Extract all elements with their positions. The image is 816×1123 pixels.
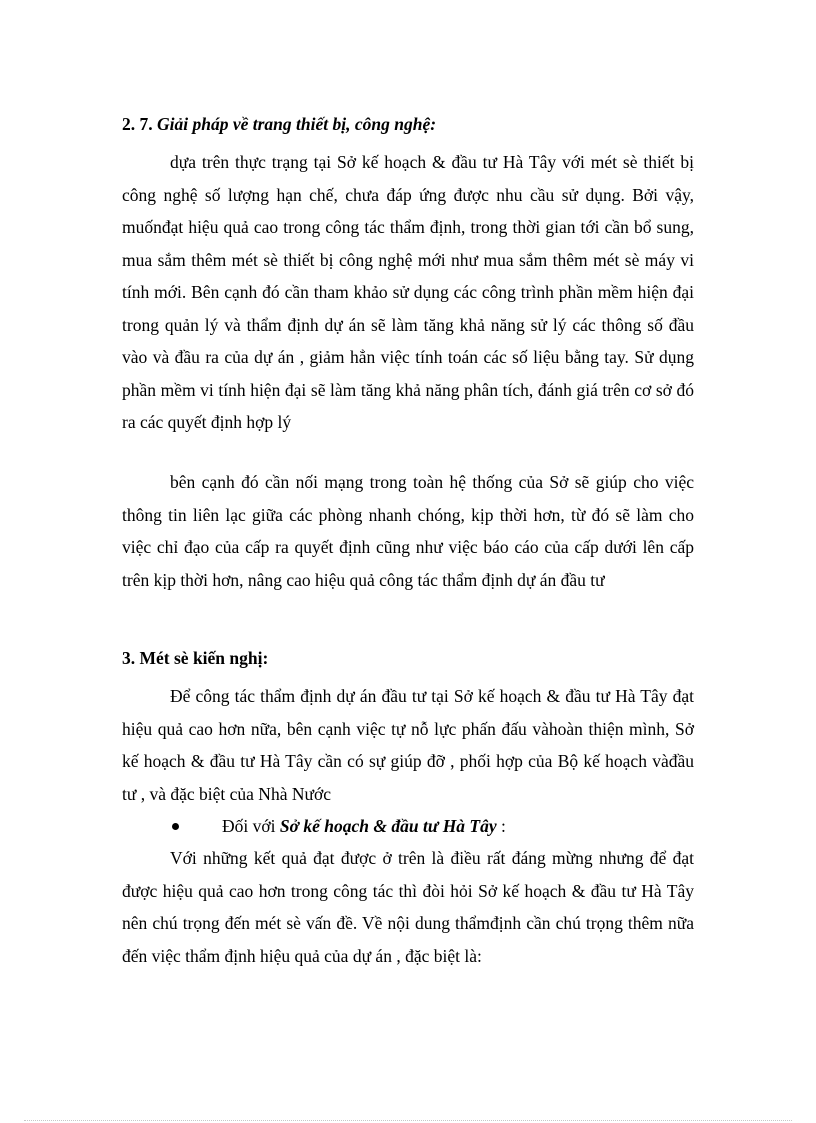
page-bottom-divider	[24, 1120, 792, 1121]
section-2-7-number: 2. 7.	[122, 114, 153, 134]
section-3-body-paragraph: Với những kết quả đạt được ở trên là điều rất đáng mừng nhưng để đạt được hiệu quả cao hơn trong công tác thì đòi hỏi Sở kế hoạch & đầu tư Hà Tây nên chú trọng đến mét sè vấn đề. Về nội dung thẩmđịnh cần chú trọng thêm nữa đến việc thẩm định hiệu quả của dự án , đặc biệt là:	[122, 848, 694, 966]
section-2-7-paragraph-2: bên cạnh đó cần nối mạng trong toàn hệ thống của Sở sẽ giúp cho việc thông tin liên lạc giữa các phòng nhanh chóng, kịp thời hơn, từ đó sẽ làm cho việc chỉ đạo của cấp ra quyết định cũng như việc báo cáo của cấp dưới lên cấp trên kịp thời hơn, nâng cao hiệu quả công tác thẩm định dự án đầu tư	[122, 472, 694, 590]
bullet-dot-icon	[172, 823, 179, 830]
section-2-7-heading	[122, 114, 436, 135]
bullet-prefix: Đối với	[222, 816, 280, 836]
bullet-text	[222, 810, 506, 843]
bullet-suffix: :	[501, 816, 506, 836]
section-3-intro-paragraph: Để công tác thẩm định dự án đầu tư tại Sở kế hoạch & đầu tư Hà Tây đạt hiệu quả cao hơn nữa, bên cạnh việc tự nỗ lực phấn đấu vàhoàn thiện mình, Sở kế hoạch & đầu tư Hà Tây cần có sự giúp đỡ , phối hợp của Bộ kế hoạch vàđầu tư , và đặc biệt của Nhà Nước	[122, 686, 694, 804]
section-2-7-title: Giải pháp về trang thiết bị, công nghệ:	[157, 114, 437, 134]
section-3-heading: 3. Mét sè kiến nghị:	[122, 648, 269, 668]
bullet-emphasis: Sở kế hoạch & đầu tư Hà Tây	[279, 816, 497, 836]
section-2-7-paragraph-1: dựa trên thực trạng tại Sở kế hoạch & đầu tư Hà Tây với mét sè thiết bị công nghệ số lượng hạn chế, chưa đáp ứng được nhu cầu sử dụng. Bởi vậy, muốnđạt hiệu quả cao trong công tác thẩm định, trong thời gian tới cần bổ sung, mua sắm thêm mét sè thiết bị công nghệ mới như mua sắm thêm mét sè máy vi tính mới. Bên cạnh đó cần tham khảo sử dụng các công trình phần mềm hiện đại trong quản lý và thẩm định dự án sẽ làm tăng khả năng sử lý các thông số đầu vào và đầu ra của dự án , giảm hẳn việc tính toán các số liệu bằng tay. Sử dụng phần mềm vi tính hiện đại sẽ làm tăng khả năng phân tích, đánh giá trên cơ sở đó ra các quyết định hợp lý	[122, 152, 694, 432]
